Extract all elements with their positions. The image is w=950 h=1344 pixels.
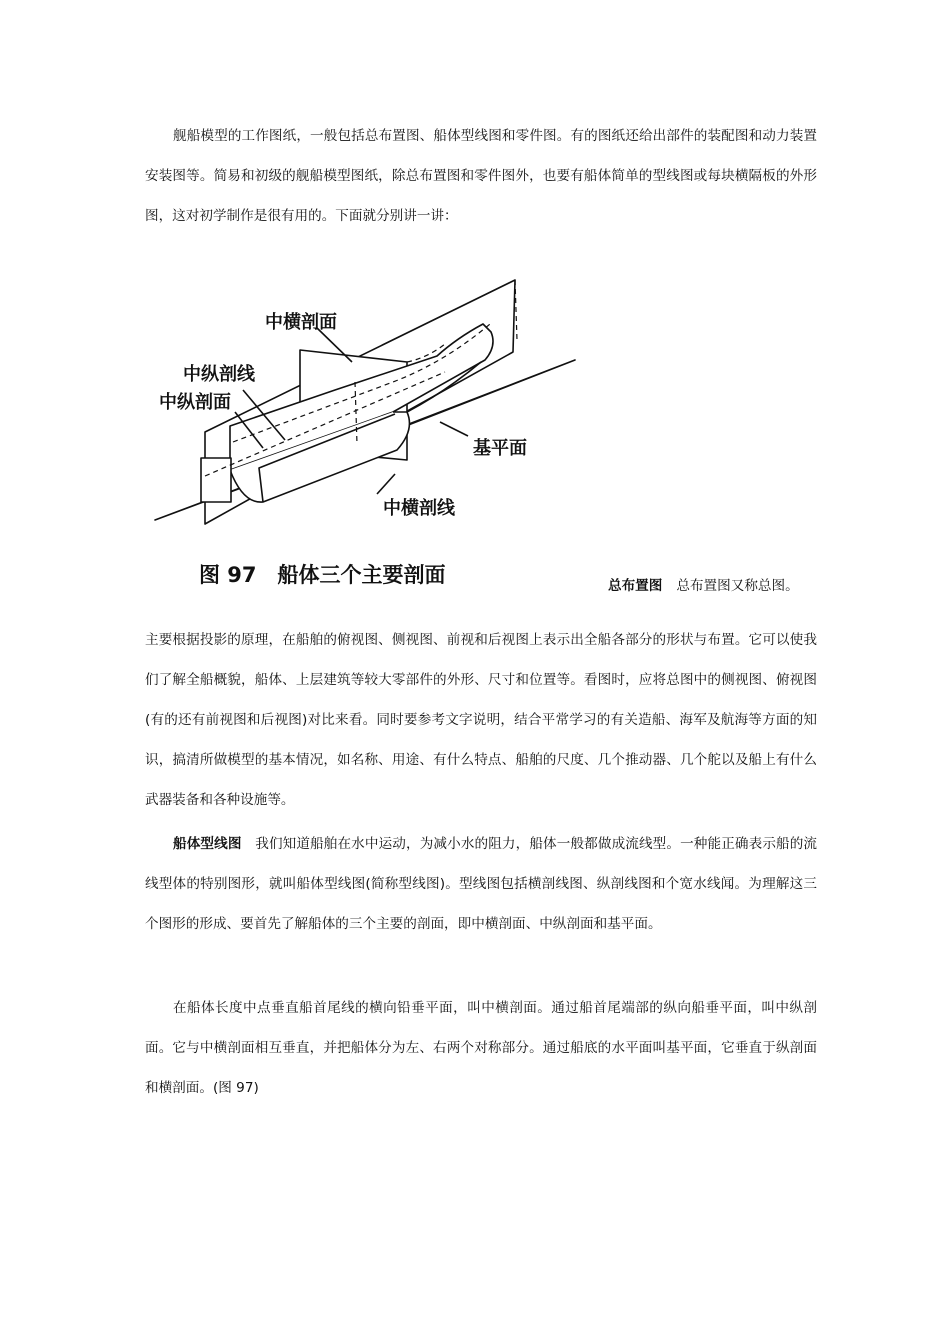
label-mid-transverse-section: 中横剖面	[265, 312, 337, 333]
lines-plan-heading: 船体型线图	[173, 836, 242, 852]
sections-paragraph: 在船体长度中点垂直船首尾线的横向铅垂平面，叫中横剖面。通过船首尾端部的纵向船垂平面，叫中纵剖面。它与中横剖面相互垂直，并把船体分为左、右两个对称部分。通过船底的水平面叫基平面，它垂直于纵剖面和横剖面。(图 97)	[145, 1000, 817, 1096]
general-arrangement-heading: 总布置图	[608, 578, 663, 594]
figure-caption: 图 97 船体三个主要剖面	[199, 563, 446, 587]
label-base-plane: 基平面	[473, 438, 527, 459]
general-arrangement-paragraph: 主要根据投影的原理，在船舶的俯视图、侧视图、前视和后视图上表示出全船各部分的形状与布置。它可以使我们了解全船概貌，船体、上层建筑等较大零部件的外形、尺寸和位置等。看图时，应将总图中的侧视图、俯视图(有的还有前视图和后视图)对比来看。同时要参考文字说明，结合平常学习的有关造船、海军及航海等方面的知识，搞清所做模型的基本情况，如名称、用途、有什么特点、船舶的尺度、几个推动器、几个舵以及船上有什么武器装备和各种设施等。	[145, 632, 817, 808]
label-mid-longitudinal-line: 中纵剖线	[183, 364, 255, 385]
label-mid-longitudinal-section: 中纵剖面	[159, 392, 231, 413]
hull-sections-figure	[145, 262, 595, 596]
general-arrangement-intro	[608, 573, 799, 599]
general-arrangement-intro-text: 总布置图又称总图。	[676, 578, 799, 594]
lines-plan-paragraph	[145, 824, 817, 944]
label-mid-transverse-line: 中横剖线	[383, 498, 455, 519]
hull-sections-diagram	[145, 262, 595, 596]
intro-paragraph: 舰船模型的工作图纸，一般包括总布置图、船体型线图和零件图。有的图纸还给出部件的装配图和动力装置安装图等。简易和初级的舰船模型图纸，除总布置图和零件图外，也要有船体简单的型线图或每块横隔板的外形图，这对初学制作是很有用的。下面就分别讲一讲：	[145, 128, 817, 224]
lines-plan-body: 我们知道船舶在水中运动，为减小水的阻力，船体一般都做成流线型。一种能正确表示船的流线型体的特别图形，就叫船体型线图(简称型线图)。型线图包括横剖线图、纵剖线图和个宽水线闻。为理解这三个图形的形成、要首先了解船体的三个主要的剖面，即中横剖面、中纵剖面和基平面。	[145, 836, 818, 932]
